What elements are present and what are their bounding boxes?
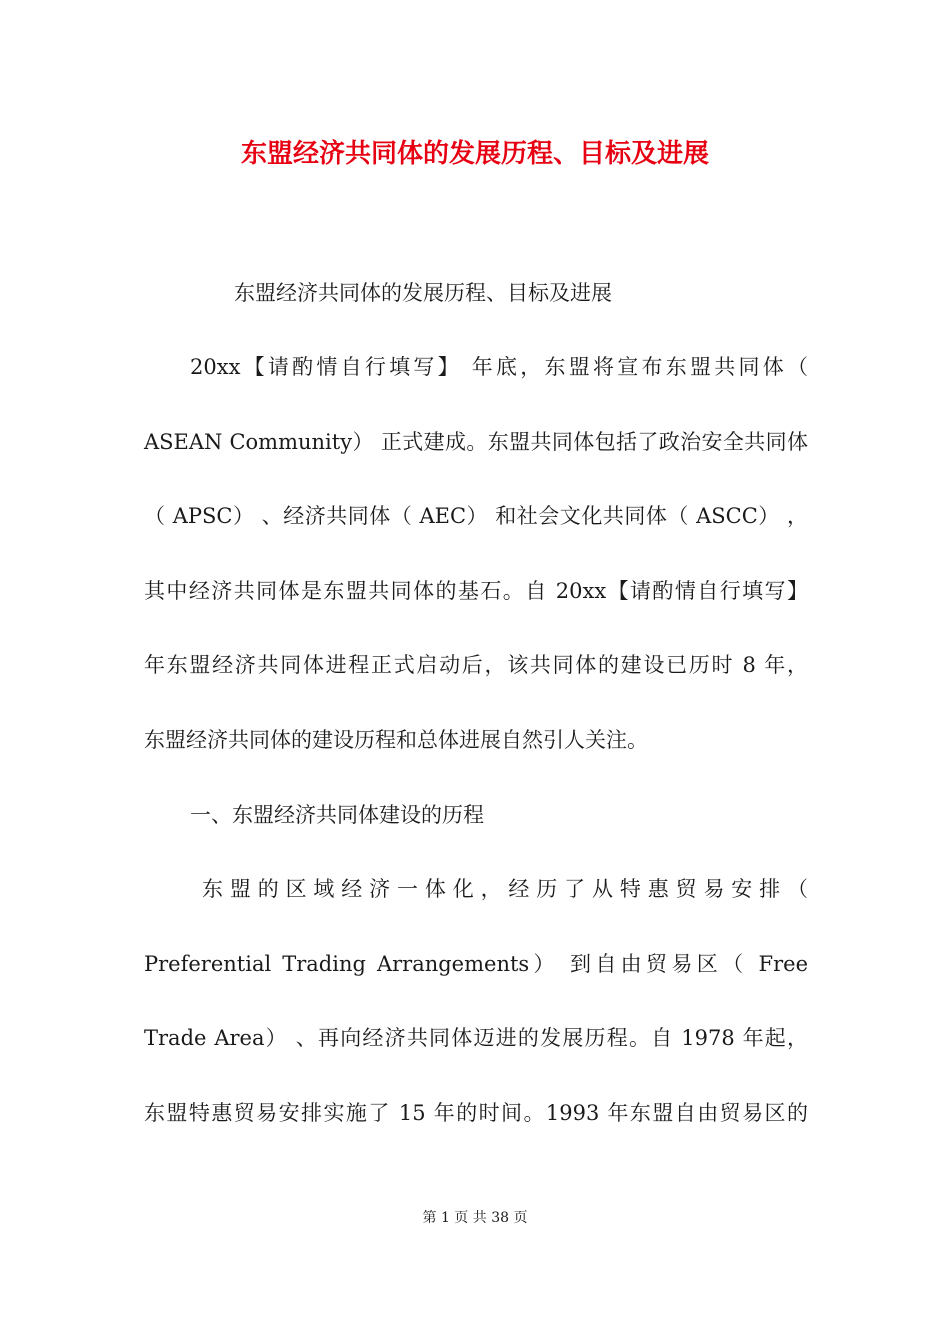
paragraph-heading-line: 东盟经济共同体的发展历程、目标及进展 xyxy=(234,281,612,305)
body-text-line: （ APSC） 、经济共同体（ AEC） 和社会文化共同体（ ASCC） ， xyxy=(144,504,808,528)
body-text-line: 20xx【请酌情自行填写】 年底，东盟将宣布东盟共同体（ xyxy=(190,355,808,379)
section-heading: 一、东盟经济共同体建设的历程 xyxy=(190,803,484,827)
body-text-line: Preferential Trading Arrangements） 到自由贸易区（ Free xyxy=(144,952,808,976)
body-text-line: 年东盟经济共同体进程正式启动后，该共同体的建设已历时 8 年， xyxy=(144,653,808,677)
body-text-line: 东盟经济共同体的建设历程和总体进展自然引人关注。 xyxy=(144,728,648,752)
body-text-line: 东盟的区域经济一体化，经历了从特惠贸易安排（ xyxy=(202,877,808,901)
page-footer: 第 1 页 共 38 页 xyxy=(422,1210,528,1226)
body-text-line: Trade Area） 、再向经济共同体迈进的发展历程。自 1978 年起， xyxy=(144,1026,808,1050)
body-text-line: 其中经济共同体是东盟共同体的基石。自 20xx【请酌情自行填写】 xyxy=(144,579,808,603)
body-text-line: 东盟特惠贸易安排实施了 15 年的时间。1993 年东盟自由贸易区的 xyxy=(144,1101,808,1125)
body-text-line: ASEAN Community） 正式建成。东盟共同体包括了政治安全共同体 xyxy=(144,430,808,454)
document-title: 东盟经济共同体的发展历程、目标及进展 xyxy=(240,139,709,169)
